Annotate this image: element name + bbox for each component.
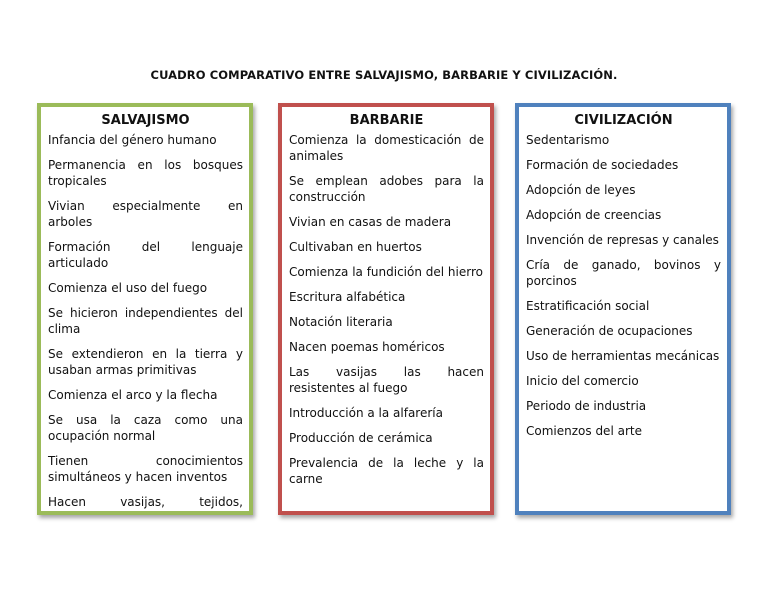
civilizacion-item: Periodo de industria bbox=[526, 399, 647, 413]
salvajismo-item: Se extendieron en la tierra y usaban armas primitivas bbox=[48, 347, 243, 377]
civilizacion-item: Cría de ganado, bovinos y porcinos bbox=[526, 258, 721, 288]
salvajismo-item: Permanencia en los bosques tropicales bbox=[48, 158, 243, 188]
barbarie-item: Se emplean adobes para la construcción bbox=[289, 174, 484, 204]
civilizacion-heading: CIVILIZACIÓN bbox=[574, 113, 673, 128]
barbarie-item: Notación literaria bbox=[289, 315, 393, 329]
barbarie-item: Vivian en casas de madera bbox=[289, 215, 452, 229]
barbarie-item: Las vasijas las hacen resistentes al fuego bbox=[289, 365, 484, 395]
salvajismo-item: Vivian especialmente en arboles bbox=[48, 199, 243, 229]
salvajismo-item: Se hicieron independientes del clima bbox=[48, 306, 243, 336]
barbarie-item: Introducción a la alfarería bbox=[289, 406, 443, 420]
salvajismo-item: Se usa la caza como una ocupación normal bbox=[48, 413, 243, 443]
salvajismo-item: Tienen conocimientos simultáneos y hacen inventos bbox=[48, 454, 243, 484]
salvajismo-item: Comienza el uso del fuego bbox=[48, 281, 208, 295]
civilizacion-item: Sedentarismo bbox=[526, 133, 610, 147]
salvajismo-item: Formación del lenguaje articulado bbox=[48, 240, 243, 270]
barbarie-item: Cultivaban en huertos bbox=[289, 240, 422, 254]
civilizacion-item: Generación de ocupaciones bbox=[526, 324, 693, 338]
barbarie-item: Producción de cerámica bbox=[289, 431, 433, 445]
civilizacion-item: Invención de represas y canales bbox=[526, 233, 719, 247]
civilizacion-item: Formación de sociedades bbox=[526, 158, 679, 172]
salvajismo-item: Comienza el arco y la flecha bbox=[48, 388, 218, 402]
civilizacion-item: Estratificación social bbox=[526, 299, 650, 313]
document-title: CUADRO COMPARATIVO ENTRE SALVAJISMO, BARBARIE Y CIVILIZACIÓN. bbox=[150, 68, 618, 82]
salvajismo-item: Hacen vasijas, tejidos, bbox=[48, 495, 243, 509]
civilizacion-item: Adopción de leyes bbox=[526, 183, 636, 197]
barbarie-item: Escritura alfabética bbox=[289, 290, 406, 304]
civilizacion-item: Adopción de creencias bbox=[526, 208, 662, 222]
barbarie-item: Comienza la fundición del hierro bbox=[289, 265, 483, 279]
barbarie-box bbox=[278, 103, 494, 515]
civilizacion-box bbox=[515, 103, 731, 515]
civilizacion-item: Inicio del comercio bbox=[526, 374, 639, 388]
barbarie-item: Prevalencia de la leche y la carne bbox=[289, 456, 484, 486]
barbarie-heading: BARBARIE bbox=[349, 113, 424, 128]
barbarie-item: Comienza la domesticación de animales bbox=[289, 133, 484, 163]
salvajismo-box bbox=[37, 103, 253, 515]
salvajismo-heading: SALVAJISMO bbox=[101, 113, 190, 128]
salvajismo-item: Infancia del género humano bbox=[48, 133, 217, 147]
barbarie-item: Nacen poemas homéricos bbox=[289, 340, 445, 354]
civilizacion-item: Uso de herramientas mecánicas bbox=[526, 349, 720, 363]
civilizacion-item: Comienzos del arte bbox=[526, 424, 642, 438]
